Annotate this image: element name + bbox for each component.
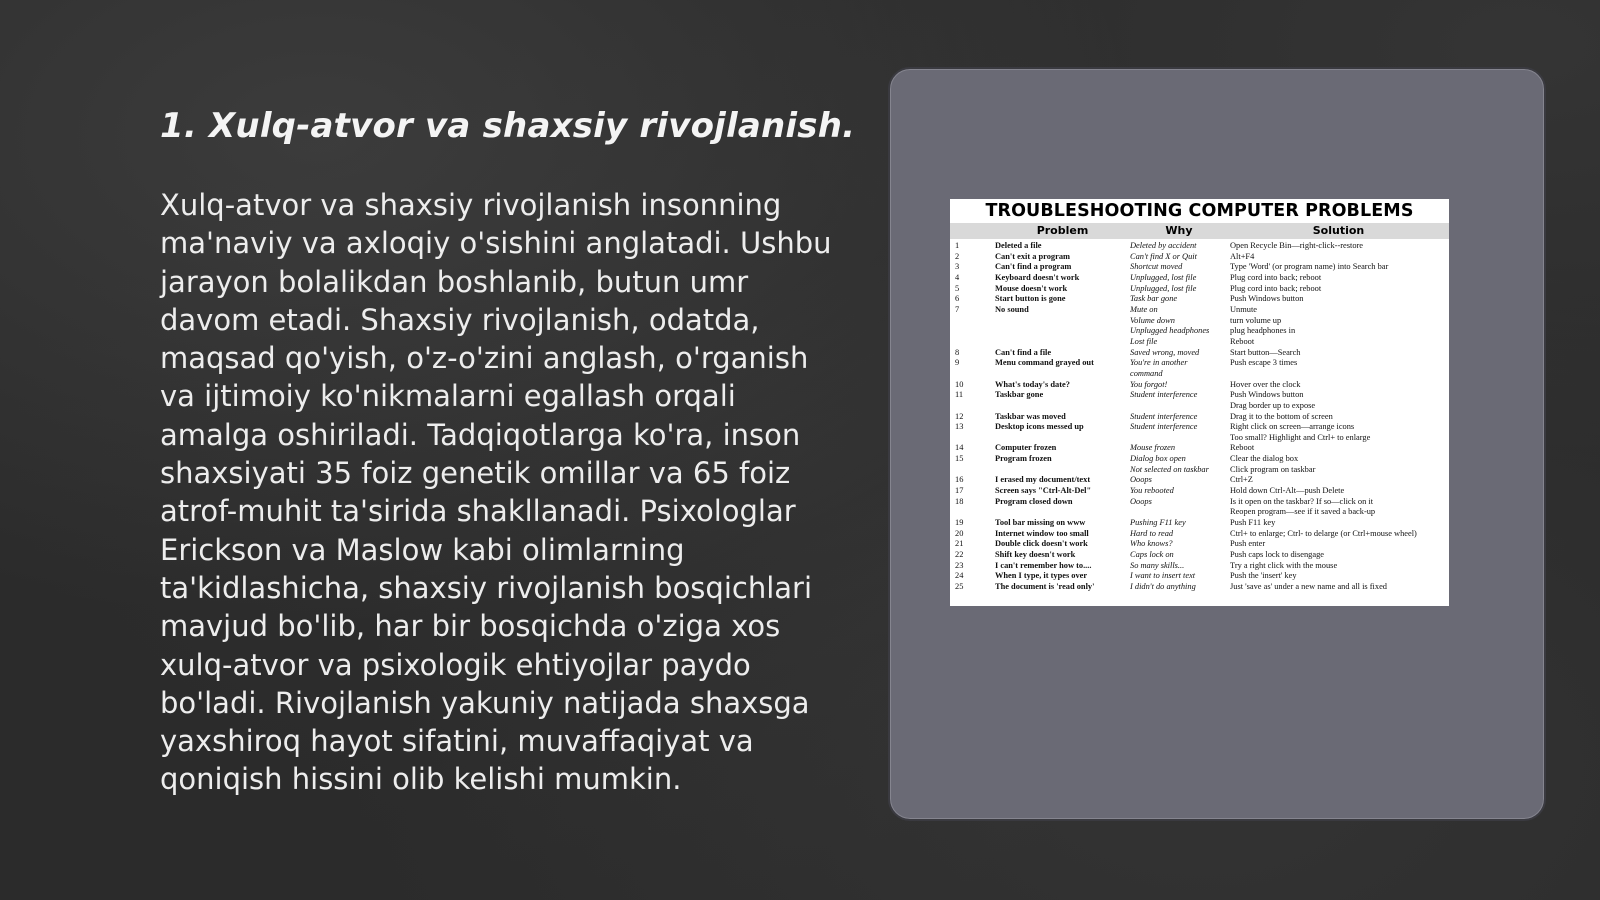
- slide-title: 1. Xulq-atvor va shaxsiy rivojlanish.: [160, 106, 856, 146]
- table-row: [950, 358, 1449, 369]
- problem-cell: Deleted a file: [995, 241, 1042, 250]
- problem-cell: I erased my document/text: [995, 475, 1091, 485]
- solution-cell: Reopen program—see if it saved a back-up: [1230, 507, 1376, 517]
- table-row: [950, 390, 1449, 401]
- solution-cell: Push the 'insert' key: [1230, 571, 1297, 581]
- problem-cell: Internet window too small: [995, 528, 1089, 538]
- row-number: [950, 465, 995, 476]
- troubleshooting-table: [950, 223, 1449, 593]
- solution-cell: Plug cord into back; reboot: [1230, 283, 1322, 293]
- problem-cell: What's today's date?: [995, 379, 1070, 389]
- why-cell: Student interference: [1130, 422, 1198, 432]
- problem-cell: Can't find a file: [995, 347, 1052, 357]
- table-row: [950, 273, 1449, 284]
- table-row: [950, 252, 1449, 263]
- solution-cell: Push Windows button: [1230, 294, 1304, 304]
- table-row: [950, 326, 1449, 337]
- solution-cell: Right click on screen—arrange icons: [1230, 422, 1355, 432]
- column-header-number: [950, 223, 995, 239]
- problem-cell: Taskbar was moved: [995, 411, 1066, 421]
- table-row: [950, 571, 1449, 582]
- problem-cell: No sound: [995, 304, 1029, 314]
- row-number: 19: [955, 518, 964, 528]
- solution-cell: Clear the dialog box: [1230, 454, 1299, 464]
- problem-cell: Double click doesn't work: [995, 539, 1088, 549]
- table-row: [950, 412, 1449, 423]
- problem-cell: Start button is gone: [995, 294, 1066, 304]
- table-title: TROUBLESHOOTING COMPUTER PROBLEMS: [985, 201, 1414, 221]
- why-cell: You're in another: [1130, 358, 1188, 368]
- table-row: [950, 539, 1449, 550]
- row-number: 13: [955, 422, 964, 432]
- row-number: 25: [955, 582, 964, 591]
- problem-cell: Desktop icons messed up: [995, 422, 1084, 432]
- solution-cell: Push F11 key: [1230, 518, 1276, 528]
- problem-cell: Shift key doesn't work: [995, 550, 1076, 560]
- solution-cell: Ctrl+ to enlarge; Ctrl- to delarge (or Ctrl+mouse wheel): [1230, 528, 1417, 538]
- why-cell: Student interference: [1130, 411, 1198, 421]
- problem-cell: Menu command grayed out: [995, 358, 1094, 368]
- solution-cell: Reboot: [1230, 443, 1255, 453]
- why-cell: So many skills...: [1130, 560, 1185, 570]
- row-number: 21: [955, 539, 964, 549]
- problem-cell: Can't find a program: [995, 262, 1072, 272]
- why-cell: Volume down: [1130, 315, 1175, 325]
- table-row: [950, 348, 1449, 359]
- why-cell: Caps lock on: [1130, 550, 1174, 560]
- table-row: [950, 380, 1449, 391]
- table-row: [950, 284, 1449, 295]
- row-number: 10: [955, 379, 964, 389]
- why-cell: Shortcut moved: [1130, 262, 1183, 272]
- why-cell: You forgot!: [1130, 379, 1168, 389]
- why-cell: Unplugged, lost file: [1130, 283, 1197, 293]
- row-number: 20: [955, 528, 964, 538]
- solution-cell: Reboot: [1230, 336, 1255, 346]
- row-number: [950, 326, 995, 337]
- row-number: 8: [955, 347, 960, 357]
- solution-cell: Alt+F4: [1230, 251, 1255, 261]
- row-number: 5: [955, 283, 960, 293]
- row-number: [950, 337, 995, 348]
- solution-cell: Just 'save as' under a new name and all is fixed: [1230, 582, 1387, 591]
- row-number: 24: [955, 571, 964, 581]
- solution-cell: Start button—Search: [1230, 347, 1301, 357]
- why-cell: Dialog box open: [1130, 454, 1186, 464]
- row-number: [950, 316, 995, 327]
- column-header-solution: Solution: [1228, 223, 1449, 239]
- table-row: [950, 550, 1449, 561]
- troubleshooting-table-image: [950, 199, 1449, 606]
- solution-cell: plug headphones in: [1230, 326, 1296, 336]
- problem-cell: I can't remember how to....: [995, 560, 1092, 570]
- problem-cell: [995, 369, 1130, 380]
- row-number: [950, 369, 995, 380]
- solution-cell: Push Windows button: [1230, 390, 1304, 400]
- solution-cell: Unmute: [1230, 304, 1257, 314]
- solution-cell: Drag it to the bottom of screen: [1230, 411, 1333, 421]
- row-number: 16: [955, 475, 964, 485]
- why-cell: Not selected on taskbar: [1130, 464, 1209, 474]
- row-number: 4: [955, 272, 960, 282]
- table-row: [950, 486, 1449, 497]
- column-header-problem: Problem: [995, 223, 1130, 239]
- row-number: 1: [955, 241, 960, 250]
- solution-cell: Push enter: [1230, 539, 1266, 549]
- why-cell: Mute on: [1130, 304, 1158, 314]
- why-cell: Hard to read: [1130, 528, 1174, 538]
- row-number: 14: [955, 443, 964, 453]
- why-cell: Ooops: [1130, 475, 1152, 485]
- solution-cell: Open Recycle Bin—right-click--restore: [1230, 241, 1364, 250]
- table-body: [950, 239, 1449, 593]
- table-row: [950, 337, 1449, 348]
- why-cell: [1130, 433, 1228, 444]
- why-cell: Ooops: [1130, 496, 1152, 506]
- why-cell: I didn't do anything: [1130, 582, 1196, 591]
- problem-cell: [995, 507, 1130, 518]
- solution-cell: Is it open on the taskbar? If so—click on it: [1230, 496, 1374, 506]
- row-number: [950, 433, 995, 444]
- row-number: 11: [955, 390, 964, 400]
- why-cell: Unplugged headphones: [1130, 326, 1210, 336]
- problem-cell: When I type, it types over: [995, 571, 1088, 581]
- why-cell: Can't find X or Quit: [1130, 251, 1197, 261]
- problem-cell: Computer frozen: [995, 443, 1057, 453]
- row-number: 17: [955, 486, 964, 496]
- table-row: [950, 465, 1449, 476]
- row-number: 12: [955, 411, 964, 421]
- row-number: 18: [955, 496, 964, 506]
- solution-cell: Hold down Ctrl-Alt—push Delete: [1230, 486, 1345, 496]
- problem-cell: [995, 326, 1130, 337]
- solution-cell: Hover over the clock: [1230, 379, 1301, 389]
- problem-cell: [995, 465, 1130, 476]
- row-number: 2: [955, 251, 960, 261]
- row-number: 7: [955, 304, 960, 314]
- why-cell: Task bar gone: [1130, 294, 1178, 304]
- solution-cell: Click program on taskbar: [1230, 464, 1316, 474]
- table-row: [950, 239, 1449, 252]
- table-row: [950, 433, 1449, 444]
- why-cell: Deleted by accident: [1130, 241, 1197, 250]
- problem-cell: Screen says "Ctrl-Alt-Del": [995, 486, 1092, 496]
- table-row: [950, 518, 1449, 529]
- problem-cell: [995, 337, 1130, 348]
- table-row: [950, 475, 1449, 486]
- why-cell: You rebooted: [1130, 486, 1174, 496]
- why-cell: I want to insert text: [1130, 571, 1196, 581]
- why-cell: Pushing F11 key: [1130, 518, 1186, 528]
- table-row: [950, 443, 1449, 454]
- why-cell: Saved wrong, moved: [1130, 347, 1200, 357]
- problem-cell: Can't exit a program: [995, 251, 1070, 261]
- problem-cell: Program frozen: [995, 454, 1052, 464]
- table-row: [950, 401, 1449, 412]
- problem-cell: Keyboard doesn't work: [995, 272, 1080, 282]
- table-row: [950, 294, 1449, 305]
- solution-cell: Push escape 3 times: [1230, 358, 1298, 368]
- slide-body-text: Xulq-atvor va shaxsiy rivojlanish insonning ma'naviy va axloqiy o'sishini anglatadi. Ushbu jarayon bolalikdan boshlanib, butun umr davom etadi. Shaxsiy rivojlanish, odatda, maqsad qo'yish, o'z-o'zini anglash, o'rganish va ijtimoiy ko'nikmalarni egallash orqali amalga oshiriladi. Tadqiqotlarga ko'ra, inson shaxsiyati 35 foiz genetik omillar va 65 foiz atrof-muhit ta'sirida shakllanadi. Psixologlar Erickson va Maslow kabi olimlarning ta'kidlashicha, shaxsiy rivojlanish bosqichlari mavjud bo'lib, har bir bosqichda o'ziga xos xulq-atvor va psixologik ehtiyojlar paydo bo'ladi. Rivojlanish yakuniy natijada shaxsga yaxshiroq hayot sifatini, muvaffaqiyat va qoniqish hissini olib kelishi mumkin.: [160, 188, 832, 797]
- row-number: [950, 507, 995, 518]
- row-number: 3: [955, 262, 960, 272]
- solution-cell: [1228, 369, 1449, 380]
- table-row: [950, 316, 1449, 327]
- problem-cell: [995, 401, 1130, 412]
- table-row: [950, 262, 1449, 273]
- solution-cell: Push caps lock to disengage: [1230, 550, 1324, 560]
- problem-cell: [995, 433, 1130, 444]
- row-number: 23: [955, 560, 964, 570]
- table-row: [950, 582, 1449, 593]
- table-row: [950, 497, 1449, 508]
- solution-cell: Try a right click with the mouse: [1230, 560, 1338, 570]
- problem-cell: The document is 'read only': [995, 582, 1095, 591]
- table-row: [950, 561, 1449, 572]
- why-cell: [1130, 401, 1228, 412]
- solution-cell: Too small? Highlight and Ctrl+ to enlarge: [1230, 432, 1371, 442]
- why-cell: Unplugged, lost file: [1130, 272, 1197, 282]
- row-number: 9: [955, 358, 960, 368]
- table-row: [950, 305, 1449, 316]
- why-cell: Mouse frozen: [1130, 443, 1176, 453]
- why-cell: command: [1130, 368, 1163, 378]
- solution-cell: Plug cord into back; reboot: [1230, 272, 1322, 282]
- table-row: [950, 454, 1449, 465]
- problem-cell: [995, 316, 1130, 327]
- table-row: [950, 507, 1449, 518]
- solution-cell: Type 'Word' (or program name) into Search bar: [1230, 262, 1389, 272]
- problem-cell: Tool bar missing on www: [995, 518, 1086, 528]
- table-header-row: [950, 223, 1449, 239]
- solution-cell: Ctrl+Z: [1230, 475, 1253, 485]
- row-number: 15: [955, 454, 964, 464]
- problem-cell: Mouse doesn't work: [995, 283, 1068, 293]
- table-row: [950, 369, 1449, 380]
- why-cell: Student interference: [1130, 390, 1198, 400]
- table-row: [950, 422, 1449, 433]
- row-number: 22: [955, 550, 964, 560]
- why-cell: Lost file: [1130, 336, 1158, 346]
- why-cell: [1130, 507, 1228, 518]
- row-number: 6: [955, 294, 960, 304]
- problem-cell: Program closed down: [995, 496, 1073, 506]
- problem-cell: Taskbar gone: [995, 390, 1044, 400]
- solution-cell: turn volume up: [1230, 315, 1282, 325]
- row-number: [950, 401, 995, 412]
- solution-cell: Drag border up to expose: [1230, 400, 1316, 410]
- why-cell: Who knows?: [1130, 539, 1173, 549]
- column-header-why: Why: [1130, 223, 1228, 239]
- table-row: [950, 529, 1449, 540]
